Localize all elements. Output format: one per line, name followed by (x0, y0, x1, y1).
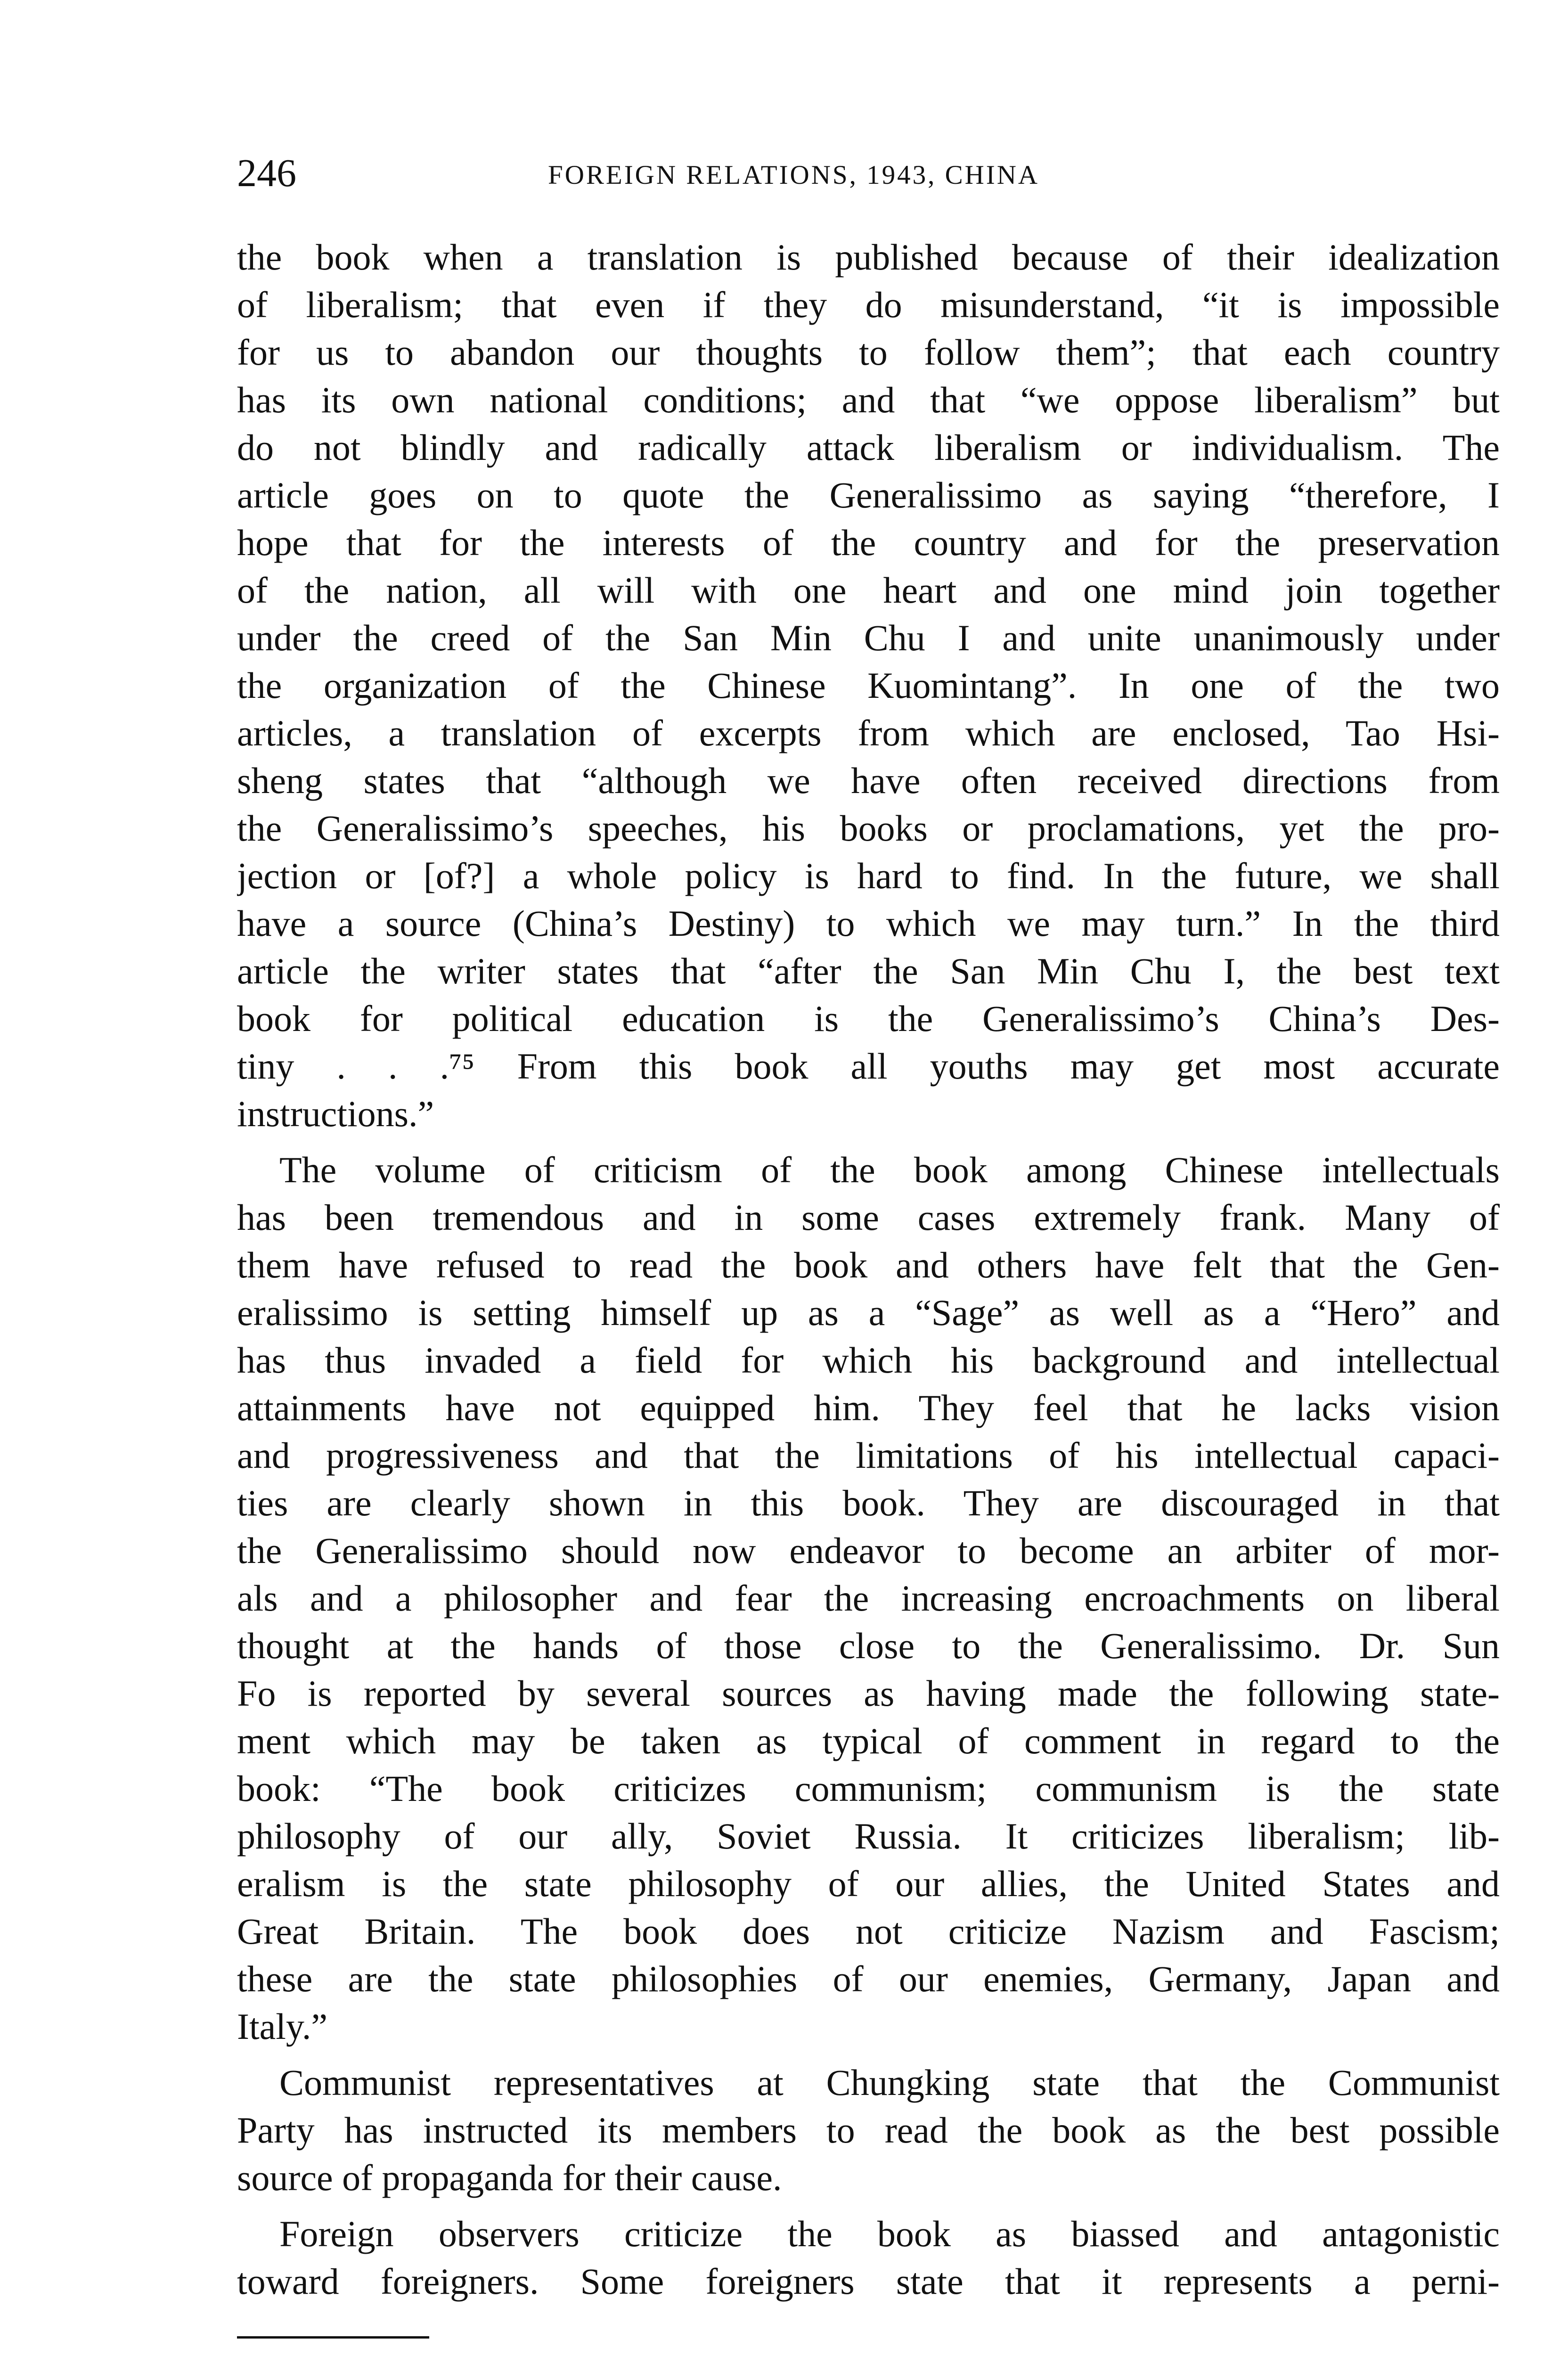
text-line: has thus invaded a field for which his background and intellectual (237, 1340, 1500, 1381)
text-line: jection or [of?] a whole policy is hard to find. In the future, we shall (237, 855, 1500, 896)
text-line: the book when a translation is published because of their idealization (237, 237, 1500, 278)
text-line: Party has instructed its members to read the book as the best possible (237, 2110, 1500, 2151)
page-number: 246 (237, 151, 296, 195)
text-line: eralism is the state philosophy of our allies, the United States and (237, 1863, 1500, 1904)
text-line: attainments have not equipped him. They feel that he lacks vision (237, 1387, 1500, 1428)
text-line: hope that for the interests of the country and for the preservation (237, 522, 1500, 563)
text-line: has been tremendous and in some cases extremely frank. Many of (237, 1197, 1500, 1238)
text-line: Foreign observers criticize the book as biassed and antagonistic (279, 2213, 1500, 2254)
text-line: eralissimo is setting himself up as a “Sage” as well as a “Hero” and (237, 1292, 1500, 1333)
text-line: articles, a translation of excerpts from which are enclosed, Tao Hsi- (237, 712, 1500, 753)
text-line: tiny . . .⁷⁵ From this book all youths may get most accurate (237, 1046, 1500, 1087)
text-line: has its own national conditions; and that “we oppose liberalism” but (237, 379, 1500, 420)
text-line: and progressiveness and that the limitations of his intellectual capaci- (237, 1435, 1500, 1476)
text-line: sheng states that “although we have often received directions from (237, 760, 1500, 801)
text-line: The volume of criticism of the book among Chinese intellectuals (279, 1149, 1500, 1190)
text-line: article goes on to quote the Generalissimo as saying “therefore, I (237, 474, 1500, 515)
text-line: the Generalissimo’s speeches, his books or proclamations, yet the pro- (237, 808, 1500, 849)
text-line: ties are clearly shown in this book. They are discouraged in that (237, 1482, 1500, 1523)
text-line: them have refused to read the book and others have felt that the Gen- (237, 1244, 1500, 1285)
text-line: of the nation, all will with one heart and one mind join together (237, 570, 1500, 611)
text-line: do not blindly and radically attack liberalism or individualism. The (237, 427, 1500, 468)
text-line: the Generalissimo should now endeavor to become an arbiter of mor- (237, 1530, 1500, 1571)
text-line: for us to abandon our thoughts to follow them”; that each country (237, 332, 1500, 373)
footnote-divider (237, 2336, 429, 2339)
text-line: instructions.” (237, 1093, 434, 1134)
text-line: the organization of the Chinese Kuomintang”. In one of the two (237, 665, 1500, 706)
text-line: toward foreigners. Some foreigners state that it represents a perni- (237, 2261, 1500, 2302)
text-line: article the writer states that “after the San Min Chu I, the best text (237, 950, 1500, 991)
text-line: book: “The book criticizes communism; communism is the state (237, 1768, 1500, 1809)
text-line: these are the state philosophies of our enemies, Germany, Japan and (237, 1958, 1500, 1999)
text-line: Great Britain. The book does not criticize Nazism and Fascism; (237, 1911, 1500, 1952)
text-line: ment which may be taken as typical of comment in regard to the (237, 1720, 1500, 1761)
text-line: als and a philosopher and fear the increasing encroachments on liberal (237, 1578, 1500, 1619)
text-line: have a source (China’s Destiny) to which we may turn.” In the third (237, 903, 1500, 944)
paragraph-gap (237, 2050, 1500, 2059)
paragraph-gap (237, 2201, 1500, 2210)
text-line: under the creed of the San Min Chu I and unite unanimously under (237, 617, 1500, 658)
text-line: Fo is reported by several sources as having made the following state- (237, 1673, 1500, 1714)
page-header (237, 150, 1500, 202)
text-line: thought at the hands of those close to the Generalissimo. Dr. Sun (237, 1625, 1500, 1666)
footnote (264, 2350, 741, 2356)
text-line: book for political education is the Generalissimo’s China’s Des- (237, 998, 1500, 1039)
paragraph-gap (237, 1137, 1500, 1146)
text-line: of liberalism; that even if they do misunderstand, “it is impossible (237, 284, 1500, 325)
text-line: source of propaganda for their cause. (237, 2157, 782, 2198)
text-line: Communist representatives at Chungking state that the Communist (279, 2062, 1500, 2103)
text-line: Italy.” (237, 2006, 327, 2047)
body-text (237, 233, 1500, 2305)
text-line: philosophy of our ally, Soviet Russia. It criticizes liberalism; lib- (237, 1816, 1500, 1857)
running-head: FOREIGN RELATIONS, 1943, CHINA (548, 160, 1040, 190)
